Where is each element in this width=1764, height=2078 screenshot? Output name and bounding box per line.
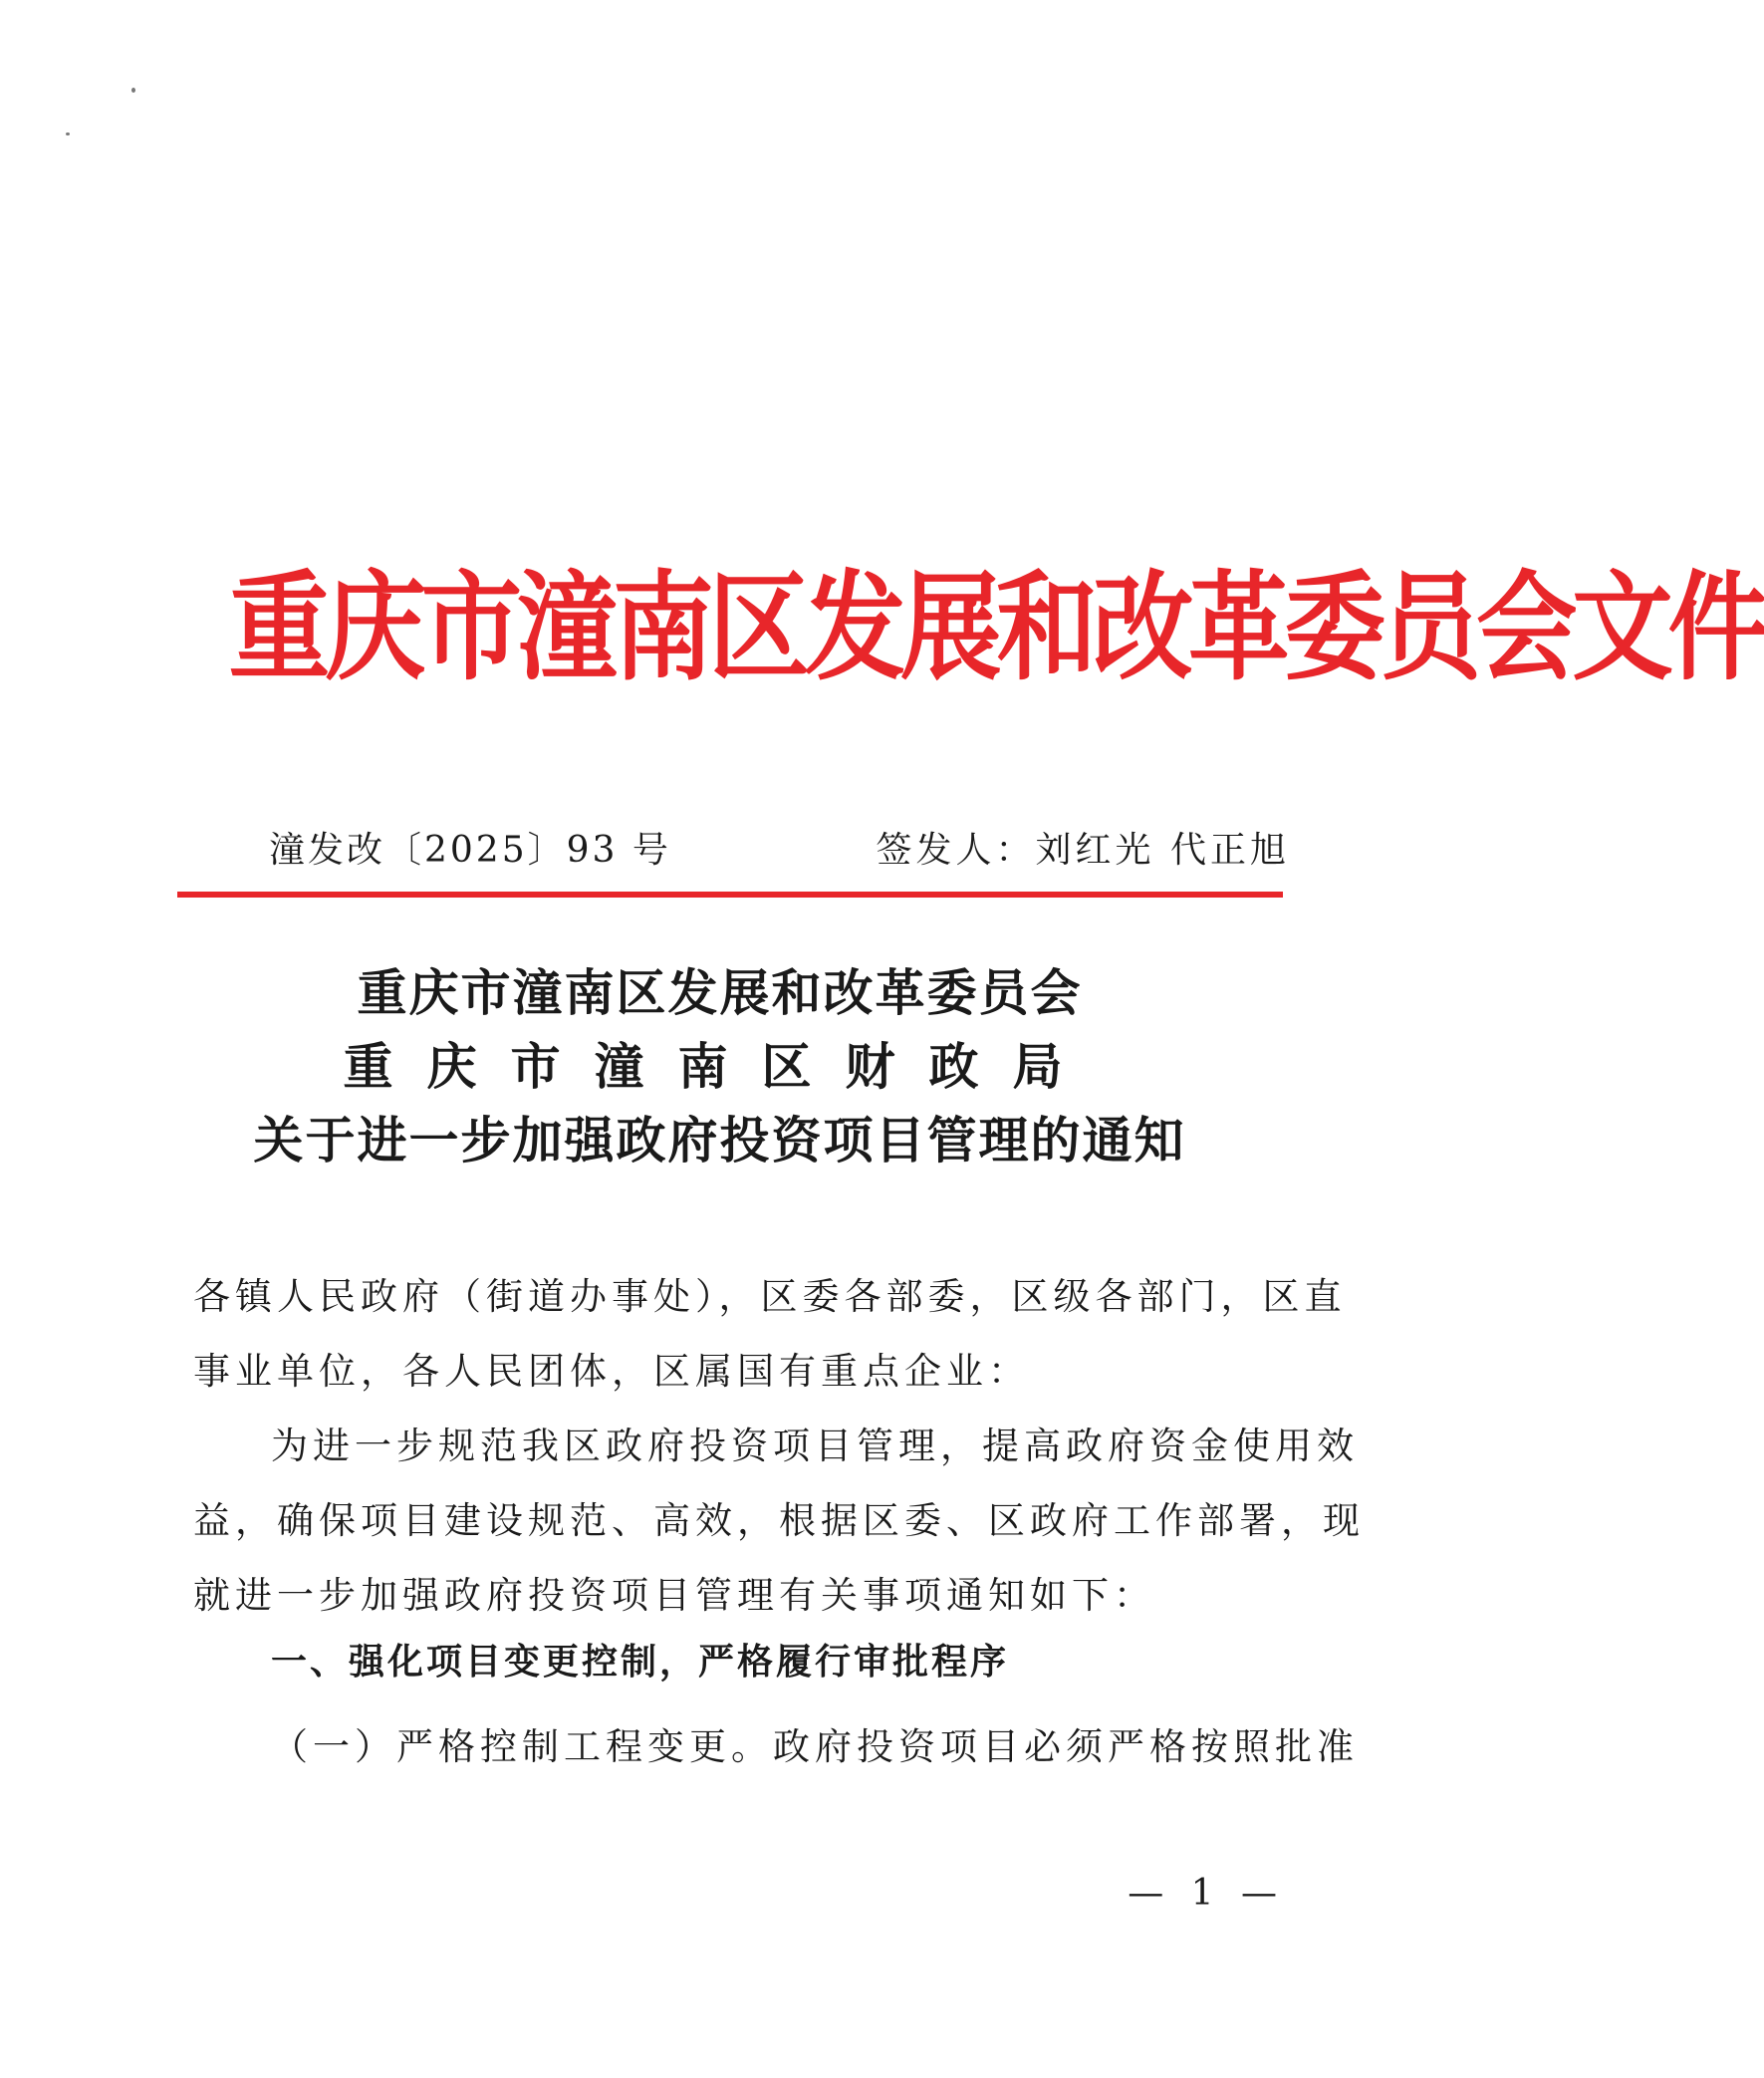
red-divider-line — [177, 892, 1283, 898]
section-heading: 一、强化项目变更控制，严格履行审批程序 — [271, 1642, 1010, 1683]
recipients-line: 事业单位，各人民团体，区属国有重点企业： — [193, 1350, 1030, 1393]
issuing-agency-2: 重庆市潼南区财政局 — [343, 1037, 1097, 1096]
intro-paragraph-line: 为进一步规范我区政府投资项目管理，提高政府资金使用效 — [271, 1425, 1359, 1467]
page-number: — 1 — — [1128, 1873, 1285, 1914]
intro-paragraph-line: 益，确保项目建设规范、高效，根据区委、区政府工作部署，现 — [193, 1499, 1365, 1542]
document-number: 潼发改〔2025〕93 号 — [269, 830, 671, 871]
notice-title: 关于进一步加强政府投资项目管理的通知 — [253, 1111, 1186, 1169]
scan-speck — [66, 132, 70, 135]
document-header-title: 重庆市潼南区发展和改革委员会文件 — [228, 559, 1764, 696]
intro-paragraph-line: 就进一步加强政府投资项目管理有关事项通知如下： — [193, 1574, 1155, 1617]
scan-speck — [131, 88, 135, 93]
issuing-agency-1: 重庆市潼南区发展和改革委员会 — [357, 963, 1083, 1022]
item-paragraph-line: （一）严格控制工程变更。政府投资项目必须严格按照批准 — [271, 1725, 1359, 1768]
signatory: 签发人：刘红光 代正旭 — [876, 830, 1290, 871]
recipients-line: 各镇人民政府（街道办事处），区委各部委，区级各部门，区直 — [193, 1275, 1347, 1318]
